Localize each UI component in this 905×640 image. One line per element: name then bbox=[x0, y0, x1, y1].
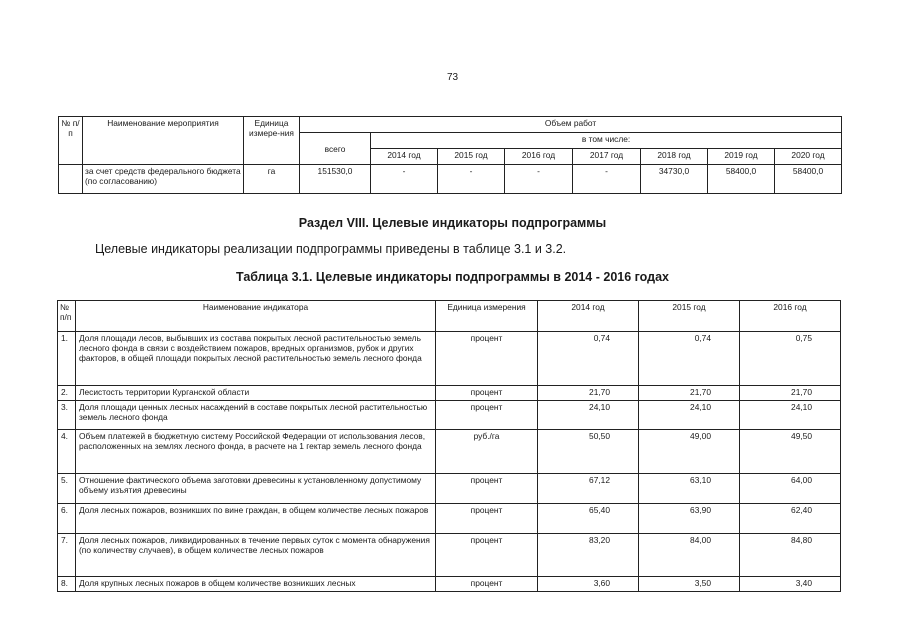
table-row bbox=[58, 504, 841, 534]
table-row bbox=[59, 165, 842, 194]
row-num: 1. bbox=[58, 332, 76, 386]
header-year: 2015 год bbox=[438, 149, 505, 165]
row-value: - bbox=[438, 165, 505, 194]
row-value-2014: 24,10 bbox=[538, 401, 639, 430]
row-unit: процент bbox=[436, 534, 538, 577]
row-value-2016: 49,50 bbox=[740, 430, 841, 474]
table-row bbox=[58, 430, 841, 474]
row-value: - bbox=[505, 165, 573, 194]
table-row bbox=[58, 534, 841, 577]
header-num: № п/п bbox=[59, 117, 83, 165]
header-year: 2018 год bbox=[641, 149, 708, 165]
header-year: 2014 год bbox=[538, 301, 639, 332]
row-unit: руб./га bbox=[436, 430, 538, 474]
row-unit: процент bbox=[436, 474, 538, 504]
row-value-2015: 0,74 bbox=[639, 332, 740, 386]
row-value-2016: 24,10 bbox=[740, 401, 841, 430]
row-unit: процент bbox=[436, 386, 538, 401]
row-num: 6. bbox=[58, 504, 76, 534]
header-including: в том числе: bbox=[371, 133, 842, 149]
row-value: 58400,0 bbox=[708, 165, 775, 194]
row-value: - bbox=[371, 165, 438, 194]
row-name: Лесистость территории Курганской области bbox=[76, 386, 436, 401]
row-value-2015: 21,70 bbox=[639, 386, 740, 401]
row-value-2014: 21,70 bbox=[538, 386, 639, 401]
row-value-2016: 62,40 bbox=[740, 504, 841, 534]
row-value-2014: 3,60 bbox=[538, 577, 639, 592]
row-name: Доля лесных пожаров, возникших по вине граждан, в общем количестве лесных пожаров bbox=[76, 504, 436, 534]
row-num: 3. bbox=[58, 401, 76, 430]
row-num: 7. bbox=[58, 534, 76, 577]
table-row bbox=[58, 332, 841, 386]
row-value-2015: 24,10 bbox=[639, 401, 740, 430]
row-total: 151530,0 bbox=[300, 165, 371, 194]
row-value-2014: 65,40 bbox=[538, 504, 639, 534]
row-value-2014: 83,20 bbox=[538, 534, 639, 577]
header-year: 2017 год bbox=[573, 149, 641, 165]
row-value-2015: 63,90 bbox=[639, 504, 740, 534]
row-name: за счет средств федерального бюджета (по согласованию) bbox=[83, 165, 244, 194]
row-value: 58400,0 bbox=[775, 165, 842, 194]
header-name: Наименование индикатора bbox=[76, 301, 436, 332]
header-volume: Объем работ bbox=[300, 117, 842, 133]
header-year: 2016 год bbox=[740, 301, 841, 332]
table-row bbox=[58, 401, 841, 430]
row-value-2014: 67,12 bbox=[538, 474, 639, 504]
row-value-2015: 49,00 bbox=[639, 430, 740, 474]
table-row bbox=[58, 577, 841, 592]
row-value-2016: 84,80 bbox=[740, 534, 841, 577]
row-unit: процент bbox=[436, 401, 538, 430]
row-name: Отношение фактического объема заготовки древесины к установленному допустимому объему изъятия древесины bbox=[76, 474, 436, 504]
indicators-table bbox=[57, 300, 841, 592]
row-unit: процент bbox=[436, 504, 538, 534]
row-name: Доля площади лесов, выбывших из состава покрытых лесной растительностью земель лесного фонда в связи с воздействием пожаров, вредных организмов, рубок и других факторов, в общей площади покрытых лесной растительностью земель лесного фонда bbox=[76, 332, 436, 386]
row-num: 8. bbox=[58, 577, 76, 592]
row-name: Доля крупных лесных пожаров в общем количестве возникших лесных bbox=[76, 577, 436, 592]
row-num: 5. bbox=[58, 474, 76, 504]
work-volume-table bbox=[58, 116, 842, 194]
header-num: № п/п bbox=[58, 301, 76, 332]
table-title: Таблица 3.1. Целевые индикаторы подпрограммы в 2014 - 2016 годах bbox=[236, 270, 669, 284]
intro-text: Целевые индикаторы реализации подпрограммы приведены в таблице 3.1 и 3.2. bbox=[95, 242, 567, 256]
header-year: 2015 год bbox=[639, 301, 740, 332]
row-name: Объем платежей в бюджетную систему Российской Федерации от использования лесов, расположенных на землях лесного фонда, в расчете на 1 гектар земель лесного фонда bbox=[76, 430, 436, 474]
row-value-2016: 0,75 bbox=[740, 332, 841, 386]
row-value-2015: 63,10 bbox=[639, 474, 740, 504]
header-year: 2020 год bbox=[775, 149, 842, 165]
row-name: Доля лесных пожаров, ликвидированных в течение первых суток с момента обнаружения (по количеству случаев), в общем количестве лесных пожаров bbox=[76, 534, 436, 577]
row-num: 4. bbox=[58, 430, 76, 474]
row-value-2016: 64,00 bbox=[740, 474, 841, 504]
row-num: 2. bbox=[58, 386, 76, 401]
header-unit: Единица измере-ния bbox=[244, 117, 300, 165]
row-value: - bbox=[573, 165, 641, 194]
row-name: Доля площади ценных лесных насаждений в составе покрытых лесной растительностью земель лесного фонда bbox=[76, 401, 436, 430]
header-total: всего bbox=[300, 133, 371, 165]
section-heading: Раздел VIII. Целевые индикаторы подпрограммы bbox=[298, 216, 607, 230]
row-value-2014: 50,50 bbox=[538, 430, 639, 474]
row-value-2015: 84,00 bbox=[639, 534, 740, 577]
header-year: 2016 год bbox=[505, 149, 573, 165]
row-value-2016: 21,70 bbox=[740, 386, 841, 401]
header-year: 2019 год bbox=[708, 149, 775, 165]
table-row bbox=[58, 386, 841, 401]
row-unit: процент bbox=[436, 332, 538, 386]
row-value: 34730,0 bbox=[641, 165, 708, 194]
row-value-2014: 0,74 bbox=[538, 332, 639, 386]
row-unit: га bbox=[244, 165, 300, 194]
row-value-2016: 3,40 bbox=[740, 577, 841, 592]
header-year: 2014 год bbox=[371, 149, 438, 165]
row-unit: процент bbox=[436, 577, 538, 592]
page-number: 73 bbox=[446, 72, 459, 83]
row-value-2015: 3,50 bbox=[639, 577, 740, 592]
header-unit: Единица измерения bbox=[436, 301, 538, 332]
row-num bbox=[59, 165, 83, 194]
header-name: Наименование мероприятия bbox=[83, 117, 244, 165]
table-row bbox=[58, 474, 841, 504]
